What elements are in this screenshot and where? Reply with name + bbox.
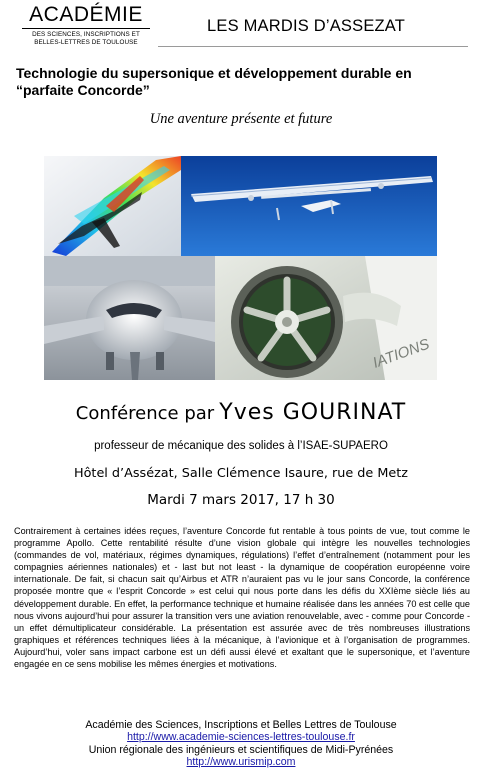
speaker-role: professeur de mécanique des solides à l’ISAE-SUPAERO [94, 440, 388, 452]
series-title: LES MARDIS D’ASSEZAT [207, 17, 406, 35]
event-date: Mardi 7 mars 2017, 17 h 30 [147, 492, 335, 508]
concorde-nose-image [44, 256, 215, 380]
footer-org-urismip: Union régionale des ingénieurs et scientifiques de Midi-Pyrénées [88, 743, 394, 756]
conference-prefix: Conférence par [75, 403, 215, 424]
lecture-description: Contrairement à certaines idées reçues, l’aventure Concorde fut rentable à tous points de vue, tout comme le programme Apollo. Cette rentabilité résulte d’une vision globale qui intègre les nouvelles technologies (commandes de vol, matériaux, régimes dynamiques, régulations) l’effet d’entraînement (notamment pour les compagnies aériennes nationales) et - last but not least - la dynamique de coopération européenne voire internationale. De fait, si chacun sait qu’Airbus et ATR n’auraient pas vu le jour sans Concorde, la conférence proposée montre que « l’esprit Concorde » est celui qui nous porte dans les défis du XXIème siècle liés au développement durable. En effet, la performance technique et humaine réalisée dans les années 70 est celle que nous vivons aujourd’hui pour assurer la transition vers une aviation renouvelable, avec - comme pour Concorde - un effet démultiplicateur considérable. La présentation est assurée avec de très nombreuses illustrations graphiques et références techniques liées à la mécanique, à l’avionique et à l’organisation de programmes. Aujourd’hui, voler sans impact carbone est un défi aussi élevé et exaltant que le supersonique, et l’aventure engagée en ce sens mobilise les mêmes énergies et motivations. [14, 526, 470, 670]
urismip-website-link[interactable]: http://www.urismip.com [186, 756, 296, 769]
logo-subtitle-line2: BELLES-LETTRES DE TOULOUSE [34, 39, 138, 46]
header-divider [158, 46, 468, 47]
logo-subtitle-line1: DES SCIENCES, INSCRIPTIONS ET [32, 31, 140, 38]
cfd-simulation-image [44, 156, 181, 256]
engine-photo-text: IATIONS [370, 335, 432, 372]
footer [0, 719, 482, 769]
logo-rule [22, 28, 150, 29]
electric-engine-image [215, 256, 437, 380]
speaker-name: Yves GOURINAT [219, 400, 407, 425]
lecture-title: Technologie du supersonique et développement durable en “parfaite Concorde” [16, 65, 412, 98]
conference-heading [0, 400, 482, 425]
logo-title: ACADÉMIE [29, 3, 143, 26]
academie-website-link[interactable]: http://www.academie-sciences-lettres-toulouse.fr [127, 731, 355, 744]
lecture-subtitle: Une aventure présente et future [149, 111, 333, 127]
venue: Hôtel d’Assézat, Salle Clémence Isaure, rue de Metz [73, 466, 409, 481]
footer-org-academie: Académie des Sciences, Inscriptions et Belles Lettres de Toulouse [85, 719, 397, 731]
solar-impulse-image [181, 156, 437, 256]
academie-logo [22, 4, 150, 47]
